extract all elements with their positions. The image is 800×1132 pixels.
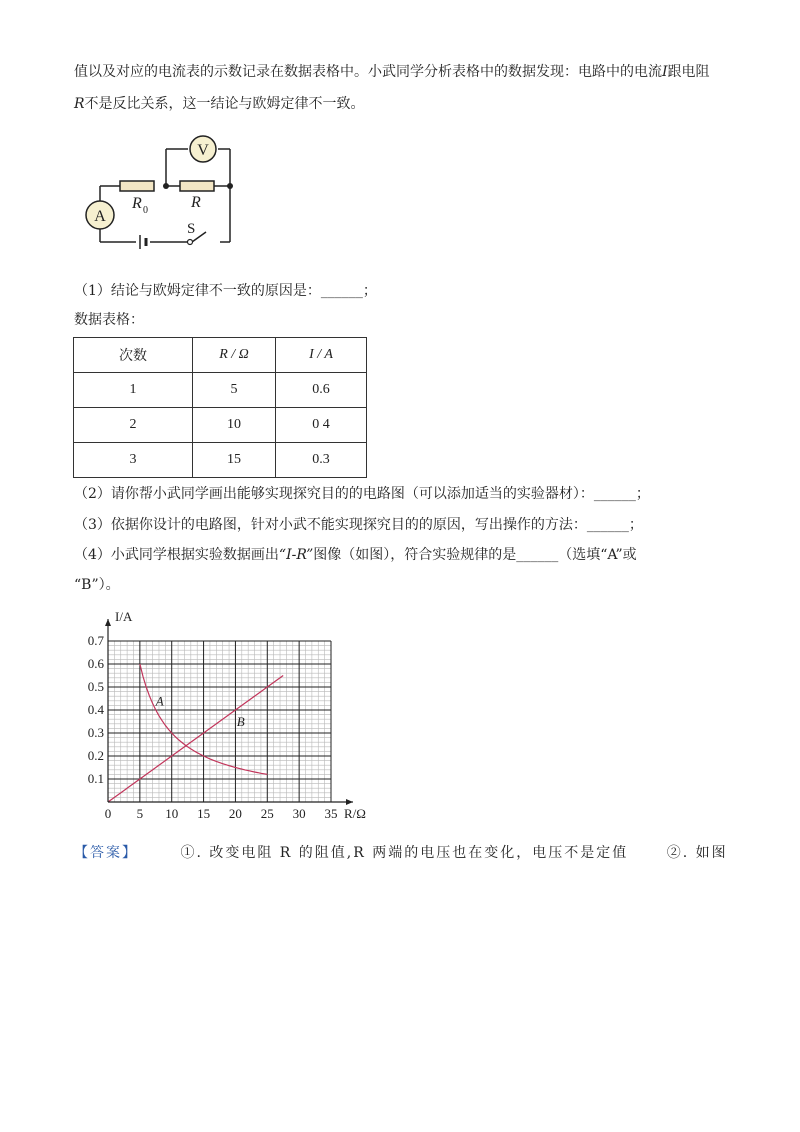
intro-text: 跟电阻 [667,64,710,80]
x-tick-label: 5 [136,806,144,821]
question-text: （4）小武同学根据实验数据画出 [74,547,279,563]
question-4-line-1 [74,545,637,565]
question-3: （3）依据你设计的电路图，针对小武不能实现探究目的的原因，写出操作的方法：______； [74,517,643,533]
y-tick-label: 0.4 [87,702,104,717]
table-row [74,443,367,478]
table-cell: 1 [74,373,193,408]
label-r0: R [132,195,142,212]
table-cell: 2 [74,408,193,443]
table-cell: 15 [193,443,276,478]
curve-b [108,676,283,803]
answer-text: ①. 改变电阻 R 的阻值,R 两端的电压也在变化，电压不是定值 [180,845,629,861]
table-title: 数据表格： [74,312,144,328]
ir-chart [80,606,370,826]
y-tick-label: 0.1 [87,771,104,786]
label-r0-subscript: 0 [143,205,148,216]
table-cell: 3 [74,443,193,478]
table-header-row [74,338,367,373]
table-cell: 0.6 [276,373,367,408]
series-label-b: B [236,714,245,730]
data-table [73,337,367,478]
answer-line [74,843,728,863]
y-tick-label: 0.6 [87,656,104,671]
var-r: R [74,96,85,112]
y-tick-label: 0.3 [87,725,104,740]
junction-dot [227,183,233,189]
resistor-r0 [120,181,154,191]
intro-text: 值以及对应的电流表的示数记录在数据表格中。小武同学分析表格中的数据发现：电路中的电流 [74,64,662,80]
resistor-r [180,181,214,191]
table-row [74,408,367,443]
y-tick-label: 0.2 [87,748,104,763]
intro-line-2 [74,94,365,114]
header-cell: I / A [276,338,367,373]
x-tick-label: 15 [197,806,211,821]
question-4-line-2: “B”）。 [74,577,120,593]
x-tick-label: 25 [260,806,274,821]
x-tick-label: 20 [228,806,242,821]
x-tick-label: 35 [324,806,338,821]
var-i: I [662,64,668,80]
switch-pivot [188,240,193,245]
y-axis-label: I/A [115,609,133,624]
x-axis-arrow-icon [346,799,353,805]
y-tick-label: 0.7 [87,633,104,648]
question-text: 图像（如图），符合实验规律的是______（选填“A”或 [313,547,637,563]
question-2: （2）请你帮小武同学画出能够实现探究目的的电路图（可以添加适当的实验器材）：______； [74,486,650,502]
series-label-a: A [155,693,164,709]
question-quote: “I-R” [278,547,314,563]
x-tick-label: 10 [165,806,179,821]
y-axis-arrow-icon [105,619,111,626]
x-tick-label: 30 [292,806,306,821]
x-axis-label: R/Ω [344,806,366,821]
intro-line-1 [74,62,710,82]
question-1: （1）结论与欧姆定律不一致的原因是：______； [74,283,377,299]
table-cell: 0.3 [276,443,367,478]
y-tick-label: 0.5 [87,679,104,694]
intro-text: 不是反比关系，这一结论与欧姆定律不一致。 [84,96,365,112]
table-row [74,373,367,408]
table-cell: 5 [193,373,276,408]
junction-dot [163,183,169,189]
header-cell: R / Ω [193,338,276,373]
label-switch: S [187,221,196,237]
x-tick-label: 0 [104,806,112,821]
answer-text-2: ②. 如图 [666,845,728,861]
circuit-diagram [80,132,280,252]
answer-tag: 【答案】 [74,845,138,861]
voltmeter-label: V [197,142,209,159]
header-cell: 次数 [74,338,193,373]
table-cell: 10 [193,408,276,443]
label-r: R [191,194,201,211]
ammeter-label: A [94,208,106,225]
table-cell: 0 4 [276,408,367,443]
